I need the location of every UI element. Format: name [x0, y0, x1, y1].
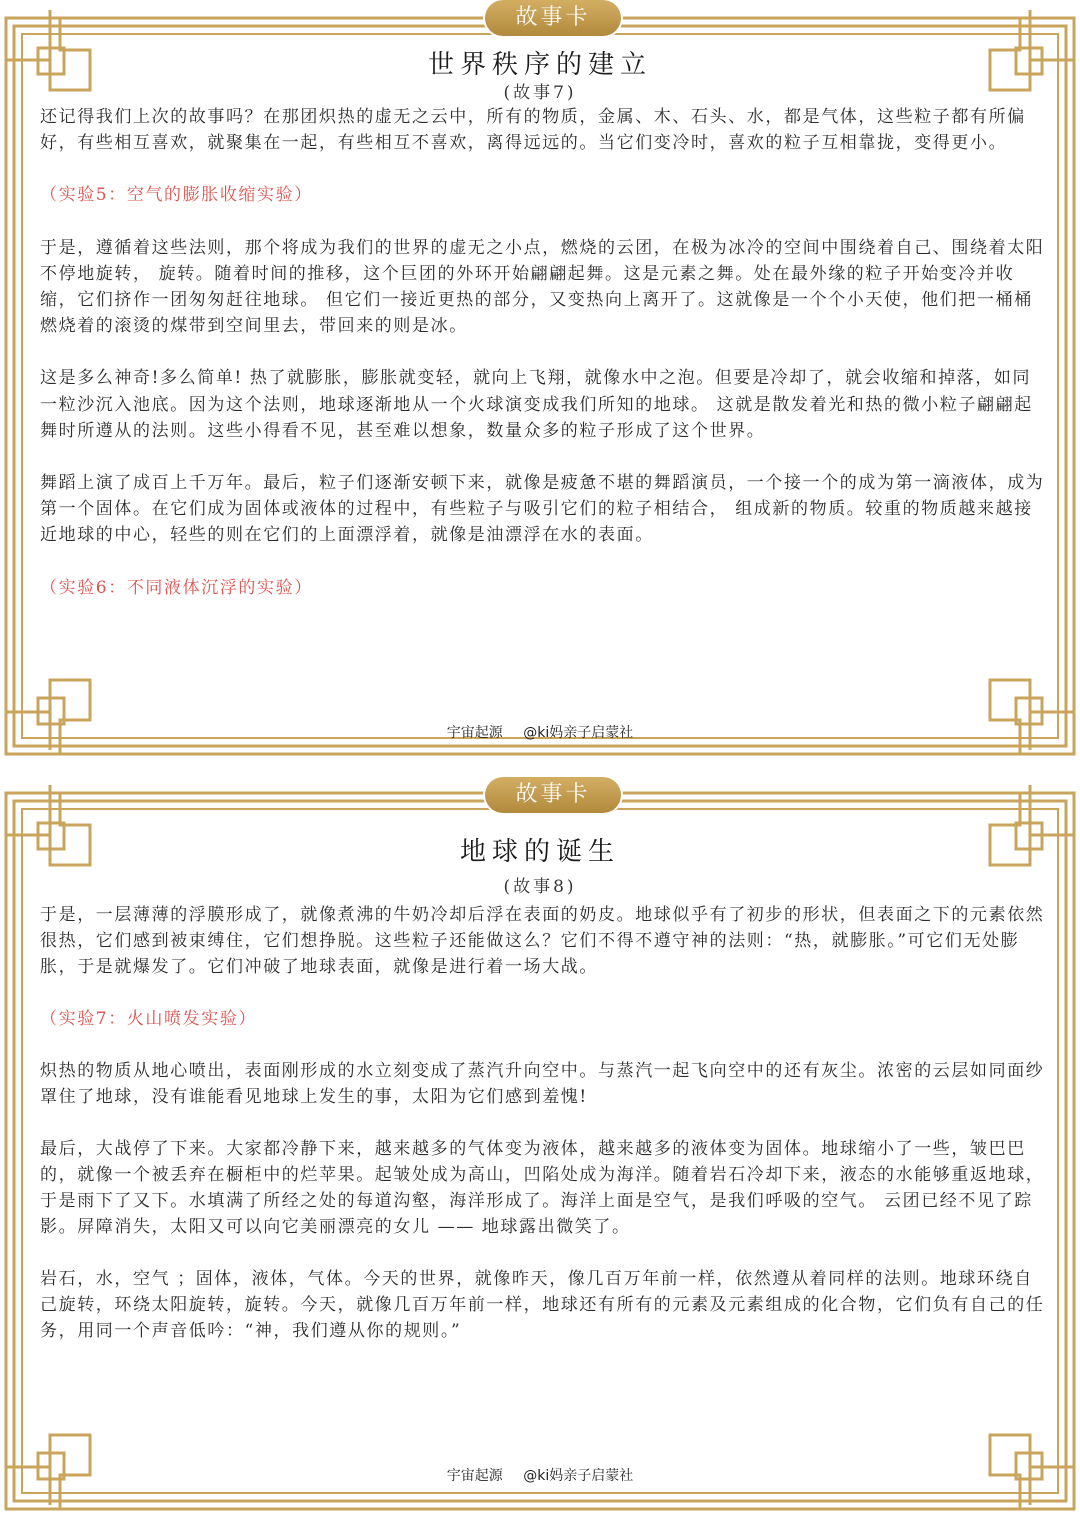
experiment-note: （实验6：不同液体沉浮的实验） [40, 577, 313, 598]
story-body [40, 902, 1045, 1344]
story-card-badge: 故事卡 [485, 777, 621, 813]
paragraph: 岩石，水，空气 ；固体，液体，气体。今天的世界，就像昨天，像几百万年前一样，依然遵从着同样的法则。地球环绕自己旋转，环绕太阳旋转，旋转。今天，就像几百万年前一样，地球还有所有的元素及元素组成的化合物，它们负有自己的任务，用同一个声音低吟：“神，我们遵从你的规则。” [40, 1269, 1045, 1341]
paragraph: 这是多么神奇!多么简单! 热了就膨胀，膨胀就变轻，就向上飞翔，就像水中之泡。但要是冷却了，就会收缩和掉落，如同一粒沙沉入池底。因为这个法则，地球逐渐地从一个火球演变成我们所知的地球。 这就是散发着光和热的微小粒子翩翩起舞时所遵从的法则。这些小得看不见，甚至难以想象，数量众多的粒子形成了这个世界。 [40, 368, 1033, 441]
paragraph: 舞蹈上演了成百上千万年。最后，粒子们逐渐安顿下来，就像是疲惫不堪的舞蹈演员，一个接一个的成为第一滴液体，成为第一个固体。在它们成为固体或液体的过程中，有些粒子与吸引它们的粒子相结合， 组成新的物质。较重的物质越来越接近地球的中心，轻些的则在它们的上面漂浮着，就像是油漂浮在水的表面。 [40, 473, 1045, 546]
story-title: 地球的诞生 [459, 837, 620, 867]
paragraph: 于是，遵循着这些法则，那个将成为我们的世界的虚无之小点，燃烧的云团，在极为冰冷的空间中围绕着自己、围绕着太阳不停地旋转， 旋转。随着时间的推移，这个巨团的外环开始翩翩起舞。这是元素之舞。处在最外缘的粒子开始变冷并收缩，它们挤作一团匆匆赶往地球。 但它们一接近更热的部分，又变热向上离开了。这就像是一个个小天使，他们把一桶桶燃烧着的滚烫的煤带到空间里去，带回来的则是冰。 [40, 237, 1045, 337]
experiment-note: （实验5：空气的膨胀收缩实验） [40, 185, 313, 206]
story-body [40, 104, 1045, 601]
footer-topic: 宇宙起源 [446, 1468, 503, 1484]
story-number: (故事7) [503, 83, 577, 103]
story-number: (故事8) [503, 877, 577, 897]
footer-credit [0, 722, 1080, 742]
paragraph: 最后，大战停了下来。大家都冷静下来，越来越多的气体变为液体，越来越多的液体变为固体。地球缩小了一些，皱巴巴的，就像一个被丢弃在橱柜中的烂苹果。起皱处成为高山，凹陷处成为海洋。随着岩石冷却下来，液态的水能够重返地球，于是雨下了又下。水填满了所经之处的每道沟壑，海洋形成了。海洋上面是空气，是我们呼吸的空气。 云团已经不见了踪影。屏障消失，太阳又可以向它美丽漂亮的女儿 —— 地球露出微笑了。 [40, 1139, 1045, 1237]
footer-author: @ki妈亲子启蒙社 [523, 1468, 634, 1484]
story-card-badge: 故事卡 [485, 0, 621, 36]
footer-credit [0, 1465, 1080, 1485]
footer-author: @ki妈亲子启蒙社 [523, 725, 634, 741]
footer-topic: 宇宙起源 [446, 725, 503, 741]
story-title: 世界秩序的建立 [427, 50, 652, 80]
paragraph: 炽热的物质从地心喷出，表面刚形成的水立刻变成了蒸汽升向空中。与蒸汽一起飞向空中的还有灰尘。浓密的云层如同面纱罩住了地球，没有谁能看见地球上发生的事，太阳为它们感到羞愧! [40, 1061, 1045, 1107]
experiment-note: （实验7：火山喷发实验） [40, 1009, 258, 1029]
paragraph: 于是，一层薄薄的浮膜形成了，就像煮沸的牛奶冷却后浮在表面的奶皮。地球似乎有了初步的形状，但表面之下的元素依然很热，它们感到被束缚住，它们想挣脱。这些粒子还能做这么？它们不得不遵守神的法则：“热，就膨胀。”可它们无处膨胀，于是就爆发了。它们冲破了地球表面，就像是进行着一场大战。 [40, 905, 1045, 977]
paragraph: 还记得我们上次的故事吗？在那团炽热的虚无之云中，所有的物质，金属、木、石头、水，都是气体，这些粒子都有所偏好，有些相互喜欢，就聚集在一起，有些相互不喜欢，离得远远的。当它们变冷时，喜欢的粒子互相靠拢，变得更小。 [40, 107, 1026, 154]
